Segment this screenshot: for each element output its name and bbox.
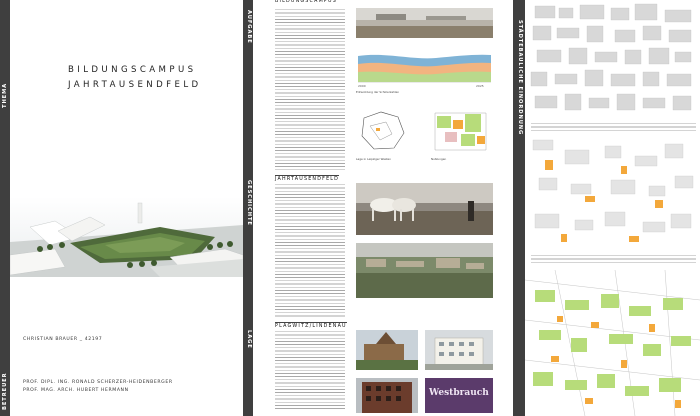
photo-white-building xyxy=(425,330,493,370)
photo-fallow-land xyxy=(356,8,493,38)
map-caption-text-top xyxy=(531,122,696,132)
sheet2-panel xyxy=(253,0,513,416)
strip-label-thema: THEMA xyxy=(2,82,8,108)
supervisor-line-1: PROF. DIPL. ING. RONALD SCHERZER-HEIDENBERGER xyxy=(23,380,173,385)
photo-church xyxy=(356,330,418,370)
map-location-leipzig xyxy=(356,108,411,153)
map-land-use xyxy=(431,108,491,153)
section-heading-plagwitz: PLAGWITZ/LINDENAU xyxy=(275,324,347,329)
sheet3-left-strip xyxy=(513,0,525,416)
sheet1-right-strip xyxy=(243,0,253,416)
project-title-line2: JAHRTAUSENDFELD xyxy=(68,80,202,90)
map-caption-text-bottom xyxy=(531,254,696,264)
student-numbers-chart xyxy=(356,50,493,88)
project-title-line1: BILDUNGSCAMPUS xyxy=(68,65,197,75)
strip-label-staedtebau: STÄDTEBAULICHE EINORDNUNG xyxy=(517,20,523,136)
photo-plowing-horses xyxy=(356,183,493,235)
campus-aerial-rendering xyxy=(10,197,243,277)
urban-context-map xyxy=(525,0,700,416)
sign-text: Westbrauch xyxy=(429,388,489,398)
body-text-task xyxy=(275,8,345,171)
sheet1-panel xyxy=(10,0,243,416)
photo-city-aerial xyxy=(356,243,493,298)
body-text-location xyxy=(275,330,345,410)
sheet3-panel xyxy=(525,0,700,416)
chart-x-start-label: 2000 xyxy=(358,84,366,88)
strip-label-lage: LAGE xyxy=(246,330,252,349)
sheet1-left-strip xyxy=(0,0,10,416)
strip-label-aufgabe: AUFGABE xyxy=(246,10,252,44)
caption-map-land-use: Nutzungen xyxy=(431,157,447,161)
author-line: CHRISTIAN BRAUER _ 42197 xyxy=(23,337,103,342)
photo-brick-building xyxy=(356,378,418,413)
strip-label-geschichte: GESCHICHTE xyxy=(246,180,252,226)
body-text-history xyxy=(275,183,345,318)
supervisor-line-2: PROF. MAG. ARCH. HUBERT HERMANN xyxy=(23,388,129,393)
section-heading-jahrtausendfeld: JAHRTAUSENDFELD xyxy=(275,177,340,182)
chart-x-end-label: 2025 xyxy=(476,84,484,88)
caption-map-location: Lage in Leipziger Westen xyxy=(356,157,392,161)
caption-chart: Entwicklung der Schülerzahlen xyxy=(356,90,400,94)
strip-label-betreuer: BETREUER xyxy=(2,372,8,410)
section-heading-bildungscampus: BILDUNGSCAMPUS xyxy=(275,0,337,4)
photo-westbrauch-sign xyxy=(425,378,493,413)
